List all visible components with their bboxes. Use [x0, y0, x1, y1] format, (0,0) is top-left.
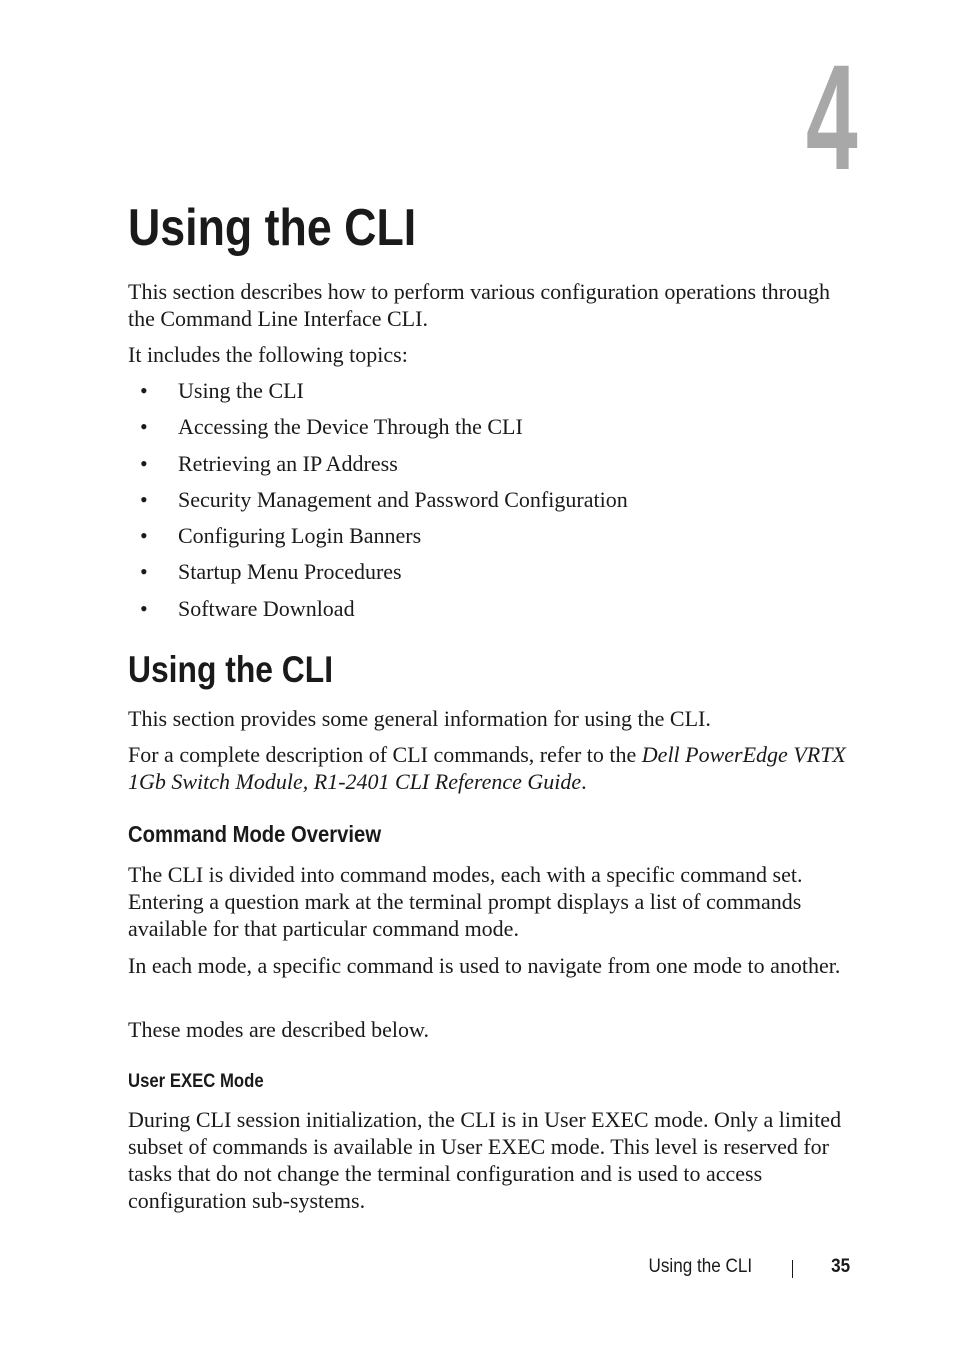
- bullet-icon: •: [140, 523, 148, 549]
- list-item: [128, 376, 628, 412]
- reference-suffix: .: [581, 769, 587, 794]
- bullet-icon: •: [140, 559, 148, 585]
- page-number: 35: [830, 1256, 850, 1277]
- reference-prefix: For a complete description of CLI commands, refer to the: [128, 742, 642, 767]
- topic-label: Security Management and Password Configuration: [178, 486, 628, 512]
- user-exec-paragraph: During CLI session initialization, the CLI is in User EXEC mode. Only a limited subset of commands is available in User EXEC mode. This level is reserved for tasks that do not change the terminal configuration and is used to access configuration sub-systems.: [128, 1107, 842, 1213]
- list-item: [128, 449, 628, 485]
- modes-described-paragraph: These modes are described below.: [128, 1017, 429, 1042]
- bullet-icon: •: [140, 414, 148, 440]
- list-item: [128, 485, 628, 521]
- list-item: [128, 521, 628, 557]
- intro-paragraph: This section describes how to perform various configuration operations through the Command Line Interface CLI.: [128, 279, 831, 331]
- list-item: [128, 412, 628, 448]
- command-modes-paragraph: The CLI is divided into command modes, each with a specific command set. Entering a question mark at the terminal prompt displays a list of commands available for that particular command mode.: [128, 862, 803, 941]
- navigate-paragraph: In each mode, a specific command is used to navigate from one mode to another.: [128, 953, 841, 978]
- topic-label: Accessing the Device Through the CLI: [178, 414, 523, 440]
- section-paragraph: This section provides some general information for using the CLI.: [128, 706, 711, 731]
- bullet-icon: •: [140, 450, 148, 476]
- topic-label: Using the CLI: [178, 378, 304, 403]
- bullet-icon: •: [140, 486, 148, 512]
- topic-label: Configuring Login Banners: [178, 523, 422, 549]
- reference-paragraph: [128, 741, 858, 795]
- bullet-icon: •: [140, 595, 148, 621]
- reference-guide-title: Dell PowerEdge VRTX 1Gb Switch Module, R1-2401 CLI Reference Guide: [128, 742, 846, 794]
- bullet-icon: •: [140, 378, 148, 403]
- section-heading: Using the CLI: [128, 649, 334, 690]
- chapter-title: Using the CLI: [128, 199, 417, 257]
- subsubsection-heading: User EXEC Mode: [128, 1071, 264, 1092]
- subsection-heading: Command Mode Overview: [128, 821, 382, 847]
- topic-label: Retrieving an IP Address: [178, 450, 398, 476]
- list-item: [128, 594, 628, 630]
- topic-label: Startup Menu Procedures: [178, 559, 402, 585]
- chapter-number: 4: [805, 33, 856, 201]
- page-footer: [0, 1256, 954, 1280]
- topics-list: [128, 376, 628, 630]
- footer-divider: [792, 1260, 793, 1278]
- topics-intro: It includes the following topics:: [128, 342, 408, 367]
- list-item: [128, 557, 628, 593]
- topic-label: Software Download: [178, 595, 355, 621]
- footer-title: Using the CLI: [648, 1256, 752, 1277]
